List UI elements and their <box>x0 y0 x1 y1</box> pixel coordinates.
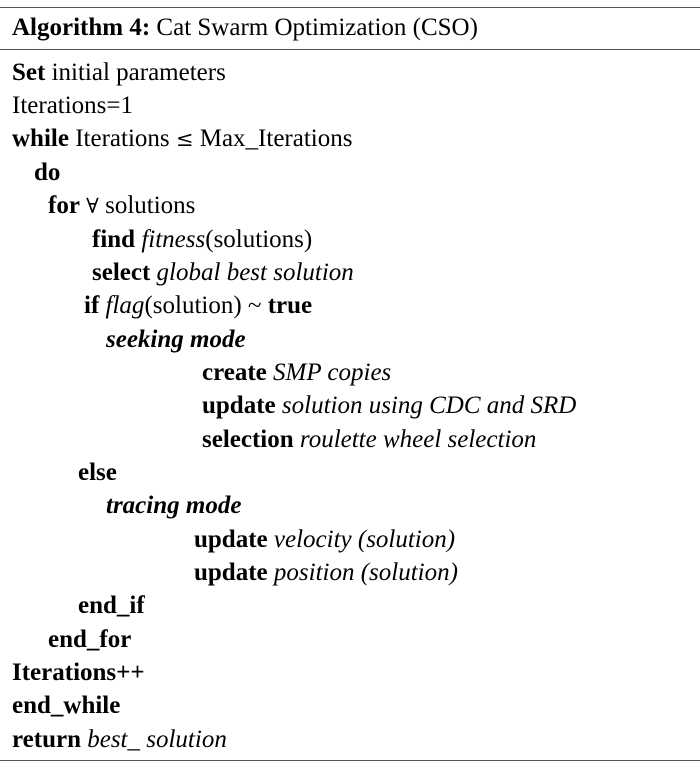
italic-term: SMP copies <box>273 359 392 386</box>
algo-line-15 <box>194 525 455 555</box>
algo-line-19 <box>12 658 145 688</box>
italic-term: global best solution <box>156 259 354 286</box>
mode-label: tracing mode <box>106 492 242 519</box>
keyword: else <box>78 459 117 486</box>
leq-symbol: ≤ <box>175 127 194 151</box>
keyword: end_for <box>48 626 132 653</box>
algo-line-4 <box>34 158 60 188</box>
forall-symbol: ∀ <box>86 194 99 218</box>
keyword: update <box>202 392 276 419</box>
top-rule <box>0 7 700 8</box>
line-text: Iterations=1 <box>12 92 134 119</box>
line-text: (solution) ~ <box>144 292 262 319</box>
caption-label: Algorithm 4: <box>12 14 151 41</box>
caption-title: Cat Swarm Optimization (CSO) <box>156 14 478 41</box>
line-text: initial parameters <box>51 59 226 86</box>
keyword: end_while <box>12 692 121 719</box>
algo-line-12 <box>202 425 536 455</box>
italic-term: best_ solution <box>87 726 227 753</box>
keyword: for <box>48 192 80 219</box>
algorithm-caption <box>12 13 478 43</box>
algo-line-5 <box>48 191 195 221</box>
algo-line-7 <box>92 258 354 288</box>
keyword: find <box>92 226 136 253</box>
keyword: selection <box>202 426 294 453</box>
keyword: while <box>12 125 69 152</box>
italic-term: position (solution) <box>273 559 458 586</box>
algo-line-2 <box>12 91 133 121</box>
keyword: update <box>194 526 268 553</box>
keyword: if <box>84 292 100 319</box>
algo-line-16 <box>194 558 458 588</box>
algo-line-14 <box>106 491 241 521</box>
algo-line-20 <box>12 691 120 721</box>
keyword: do <box>34 159 61 186</box>
keyword: true <box>267 292 313 319</box>
italic-term: solution using CDC and SRD <box>281 392 577 419</box>
algo-line-9 <box>106 325 246 355</box>
keyword: return <box>12 726 81 753</box>
italic-term: velocity (solution) <box>273 526 456 553</box>
mode-label: seeking mode <box>106 326 246 353</box>
italic-term: fitness <box>141 226 206 253</box>
keyword: end_if <box>78 592 145 619</box>
algo-line-3 <box>12 124 352 154</box>
algo-line-21 <box>12 725 227 755</box>
italic-term: roulette wheel selection <box>299 426 537 453</box>
keyword: Iterations++ <box>12 659 145 686</box>
algo-line-1 <box>12 58 226 88</box>
keyword: select <box>92 259 151 286</box>
algo-line-13 <box>78 458 117 488</box>
algo-line-6 <box>92 225 312 255</box>
line-text: Iterations <box>75 125 170 152</box>
keyword: Set <box>12 59 46 86</box>
algo-line-18 <box>48 625 131 655</box>
line-text: (solutions) <box>205 226 313 253</box>
italic-term: flag <box>105 292 145 319</box>
keyword: create <box>202 359 267 386</box>
line-text: solutions <box>105 192 196 219</box>
algo-line-8 <box>84 291 312 321</box>
bottom-rule <box>0 760 700 761</box>
caption-rule <box>0 49 700 50</box>
algo-line-10 <box>202 358 391 388</box>
line-text: Max_Iterations <box>199 125 353 152</box>
algo-line-11 <box>202 391 576 421</box>
algo-line-17 <box>78 591 145 621</box>
keyword: update <box>194 559 268 586</box>
